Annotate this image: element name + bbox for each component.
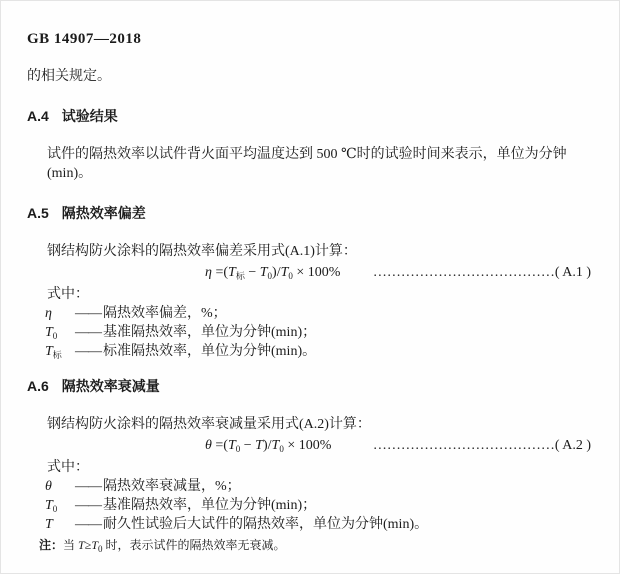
formula-a1-op: =(	[211, 265, 229, 280]
section-a4-paragraph: 试件的隔热效率以试件背火面平均温度达到 500 ℃时的试验时间来表示，单位为分钟(min)。	[47, 147, 567, 181]
definition-row-t0	[45, 323, 591, 342]
definition-dash: ——	[75, 325, 101, 340]
formula-a2	[27, 436, 591, 455]
section-a4-heading	[27, 106, 591, 126]
symbol-theta: θ	[45, 479, 52, 494]
formula-a2-op: −	[240, 438, 256, 453]
section-a5-heading	[27, 203, 591, 223]
definition-text: 耐久性试验后大试件的隔热效率，单位为分钟(min)。	[103, 517, 429, 532]
formula-a1-var-t-biao: T	[228, 265, 236, 280]
formula-a2-var-t0: T	[271, 438, 280, 453]
formula-a2-op: × 100%	[283, 438, 332, 453]
symbol-t-biao: $T_标$	[45, 344, 62, 360]
definition-text: 隔热效率偏差，%；	[103, 306, 227, 321]
formula-a1-dot-leader: …………………………………	[372, 265, 555, 280]
formula-a1-op: × 100%	[292, 265, 341, 280]
formula-a1-var-t0: T	[259, 265, 268, 280]
formula-a1-sub-0: 0	[267, 271, 273, 281]
symbol-t: T	[45, 517, 53, 532]
section-a4-id: A.4	[27, 108, 49, 124]
section-a6-heading	[27, 376, 591, 396]
definition-dash: ——	[75, 344, 101, 359]
definition-text: 基准隔热效率，单位为分钟(min)；	[103, 498, 317, 513]
formula-a1-sub-0: 0	[288, 271, 293, 281]
note-text: 时，表示试件的隔热效率无衰减。	[102, 538, 286, 552]
formula-a1-op: )/	[272, 265, 281, 280]
standard-number: GB 14907—2018	[27, 31, 142, 47]
note-text: 当	[63, 538, 79, 552]
definition-row-t0	[45, 496, 591, 515]
section-a5-id: A.5	[27, 205, 49, 221]
note-sub-0: 0	[98, 544, 103, 554]
note-line	[39, 537, 591, 553]
definition-text: 基准隔热效率，单位为分钟(min)；	[103, 325, 317, 340]
formula-a1-var-t0: T	[280, 265, 289, 280]
formula-a1-op: −	[244, 265, 260, 280]
definition-row-t	[45, 515, 591, 534]
definition-row-eta	[45, 304, 591, 323]
formula-a2-dot-leader: …………………………………	[372, 438, 555, 453]
definition-dash: ——	[75, 498, 101, 513]
formula-a2-sub-0: 0	[235, 444, 241, 454]
formula-a1-sub-biao: 标	[235, 271, 245, 281]
section-a5-title: 隔热效率偏差	[61, 205, 146, 221]
definition-text: 标准隔热效率，单位为分钟(min)。	[103, 344, 317, 359]
formula-a2-var-t: T	[255, 438, 263, 453]
definition-row-t-biao	[45, 342, 591, 361]
section-a6-intro: 钢结构防火涂料的隔热效率衰减量采用式(A.2)计算：	[47, 417, 371, 432]
section-a5-intro: 钢结构防火涂料的隔热效率偏差采用式(A.1)计算：	[47, 244, 357, 259]
formula-a1-label: ( A.1 )	[554, 265, 591, 280]
note-var-t: T	[78, 538, 85, 552]
formula-a2-expression	[205, 436, 331, 455]
note-var-t0: T	[91, 538, 98, 552]
formula-a2-var-t0: T	[227, 438, 236, 453]
definition-dash: ——	[75, 517, 101, 532]
formula-a2-label: ( A.2 )	[554, 438, 591, 453]
definition-row-theta	[45, 477, 591, 496]
formula-a1	[27, 263, 591, 282]
formula-a2-op: )/	[262, 438, 272, 453]
formula-a2-op: =(	[211, 438, 228, 453]
formula-a2-var-theta: θ	[205, 438, 212, 453]
definition-dash: ——	[75, 479, 101, 494]
formula-a1-expression	[205, 263, 340, 282]
section-a6-where-label: 式中：	[47, 460, 89, 475]
section-a6-title: 隔热效率衰减量	[61, 378, 160, 394]
symbol-eta: η	[45, 306, 52, 321]
section-a4-title: 试验结果	[61, 108, 118, 124]
section-a6-id: A.6	[27, 378, 49, 394]
formula-a1-var-eta: η	[205, 265, 212, 280]
definition-dash: ——	[75, 306, 101, 321]
note-label: 注：	[39, 538, 64, 552]
formula-a2-sub-0: 0	[279, 444, 284, 454]
note-ge-sign: ≥	[84, 538, 92, 552]
symbol-t0: $T_0$	[45, 325, 58, 341]
symbol-t0: $T_0$	[45, 498, 58, 514]
definition-text: 隔热效率衰减量，%；	[103, 479, 241, 494]
section-a5-where-label: 式中：	[47, 287, 89, 302]
intro-text: 的相关规定。	[27, 69, 111, 84]
